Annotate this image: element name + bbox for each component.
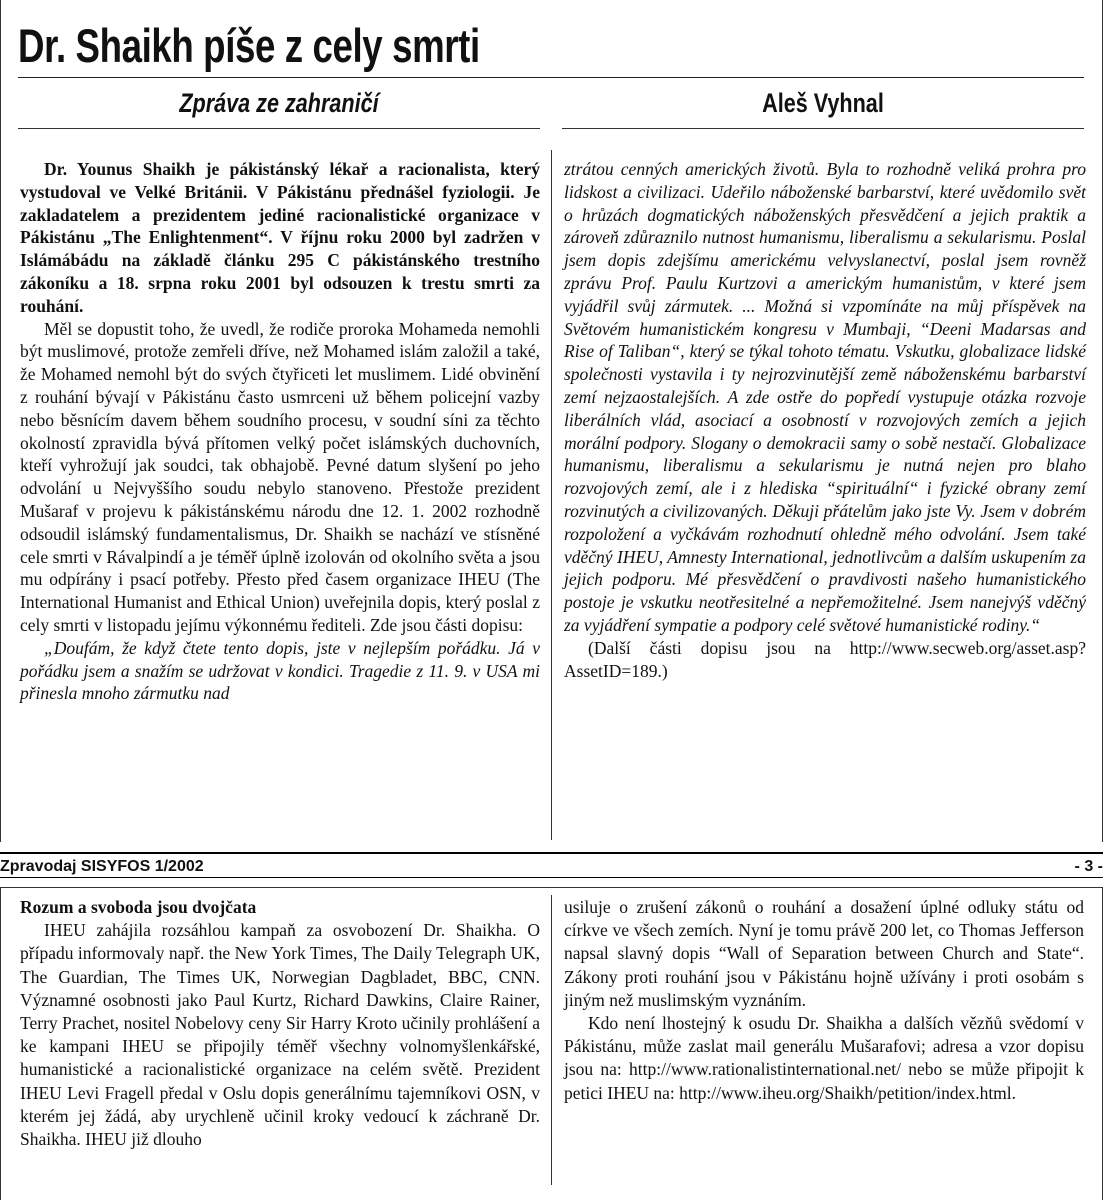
article-title: Dr. Shaikh píše z cely smrti bbox=[18, 19, 480, 72]
article-column-left bbox=[20, 158, 540, 705]
section-underline bbox=[18, 128, 540, 129]
publication-name: Zpravodaj SISYFOS 1/2002 bbox=[0, 858, 204, 875]
box-heading: Rozum a svoboda jsou dvojčata bbox=[20, 897, 257, 917]
author-underline bbox=[562, 128, 1084, 129]
box-paragraph-continued: usiluje o zrušení zákonů o rouhání a dosažení úplné odluky státu od církve ve všech zemích. Nyní je tomu právě 200 let, co Thomas Jefferson napsal slavný dopis “Wall of Separation between Church and State“. Zákony proti rouhání jsou v Pákistánu hojně užívány i proti osobám s jiným než muslimským vyznáním. bbox=[564, 897, 1084, 1010]
section-label: Zpráva ze zahraničí bbox=[179, 88, 379, 118]
left-border-rule bbox=[0, 0, 1, 842]
author-name: Aleš Vyhnal bbox=[762, 88, 884, 118]
letter-quote-continued: ztrátou cenných amerických životů. Byla to rozhodně veliká prohra pro lidskost a civilizaci. Udeřilo náboženské barbarství, které uvědomilo svět o hrůzách dogmatických náboženských přesvědčení a jejich praktik a zároveň zdůraznilo nutnost humanismu, liberalismu a sekularismu. Poslal jsem dopis zdejšímu americkému velvyslanectví, poslal jsem rovněž zprávu Prof. Paulu Kurtzovi a americkým humanistům, v které jsem vyjádřil svůj zármutek. ... Možná si vzpomínáte na můj příspěvek na Světovém humanistickém kongresu v Mumbaji, “Deeni Madarsas and Rise of Taliban“, který se týkal tohoto tématu. Vskutku, globalizace lidské společnosti vystavila i ty nejrozvinutější země náboženskému barbarství zemí nejzaostalejších. A zde ostře do popředí vystupuje otázka rozvoje liberálních vlád, asociací a osobností v rozvojových zemích a jejich morální podpory. Slogany o demokracii samy o sobě nestačí. Globalizace humanismu, liberalismu a sekularismu je nutná nejen pro blaho rozvojových zemí, ale i z hlediska “spirituální“ i fyzické obrany zemí rozvinutých a civilizovaných. Děkuji přátelům jako jste Vy. Jsem v dobrém rozpoložení a vyčkávám rozhodnutí ohledně mého odvolání. Jsem také vděčný IHEU, Amnesty International, jednotlivcům a dalším uskupením za jejich podporu. Mé přesvědčení o pravdivosti našeho humanistického postoje je vskutku neotřesitelné a nepřemožitelné. Jsem nanejvýš vděčný za vyjádření sympatie a podpory celé světové humanistické rodiny.“ bbox=[564, 159, 1086, 635]
letter-quote-start: „Doufám, že když čtete tento dopis, jste v nejlepším pořádku. Já v pořádku jsem a snažím se udržovat v kondici. Tragedie z 11. 9. v USA mi přinesla mnoho zármutku nad bbox=[20, 637, 540, 704]
article-column-right bbox=[564, 158, 1086, 682]
box-column-left bbox=[20, 896, 540, 1151]
body-paragraph: Měl se dopustit toho, že uvedl, že rodiče proroka Mohameda nemohli být muslimové, protože zemřeli dříve, než Mohamed islám založil a také, že Mohamed nemohl být do svých čtyřiceti let muslimem. Lidé obvinění z rouhání bývají v Pákistánu často usmrceni už během policejní vazby nebo běsnícím davem během soudního procesu, v soudní síni za těchto okolností zpravidla bývá přítomen velký počet islámských duchovních, kteří vyhrožují jak soudci, tak obhajobě. Pevné datum slyšení po jeho odvolání u Nejvyššího soudu nebylo stanoveno. Přestože prezident Mušaraf v projevu k pákistánskému národu dne 12. 1. 2002 rozhodně odsoudil islámský fundamentalismus, Dr. Shaikh se nachází ve stísněné cele smrti v Rávalpindí a je téměř úplně izolován od okolního světa a jsou mu odpírány i psací potřeby. Přesto před časem organizace IHEU (The International Humanist and Ethical Union) uveřejnila dopis, který poslal z cely smrti v listopadu jejímu výkonnému řediteli. Zde jsou části dopisu: bbox=[20, 318, 540, 635]
column-divider bbox=[551, 150, 552, 840]
box-column-divider bbox=[551, 895, 552, 1185]
box-column-right bbox=[564, 896, 1084, 1105]
page-number: - 3 - bbox=[1074, 858, 1103, 875]
lead-paragraph: Dr. Younus Shaikh je pákistánský lékař a racionalista, který vystudoval ve Velké Británii. V Pákistánu přednášel fyziologii. Je zakladatelem a prezidentem jediné racionalistické organizace v Pákistánu „The Enlightenment“. V říjnu roku 2000 byl zadržen v Islámábádu na základě článku 295 C pákistánského trestního zákoníku a 18. srpna roku 2001 byl odsouzen k trestu smrti za rouhání. bbox=[20, 159, 540, 316]
title-underline bbox=[18, 77, 1084, 78]
box-paragraph: IHEU zahájila rozsáhlou kampaň za osvobození Dr. Shaikha. O případu informovaly např. the New York Times, The Daily Telegraph UK, The Guardian, The Times UK, Norwegian Dagbladet, BBC, CNN. Významné osobnosti jako Paul Kurtz, Richard Dawkins, Claire Rainer, Terry Prachet, nositel Nobelovy ceny Sir Harry Kroto učinily prohlášení a ke kampani IHEU se připojily téměř všechny volnomyšlenkářské, humanistické a racionalistické organizace na celém světě. Prezident IHEU Levi Fragell předal v Oslu dopis generálnímu tajemníkovi OSN, v kterém jej žádá, aby urychleně učinil kroky vedoucí k záchraně Dr. Shaikha. IHEU již dlouho bbox=[20, 920, 540, 1150]
source-note: (Další části dopisu jsou na http://www.secweb.org/asset.asp?AssetID=189.) bbox=[564, 637, 1086, 681]
box-paragraph-contact: Kdo není lhostejný k osudu Dr. Shaikha a dalších vězňů svědomí v Pákistánu, může zaslat mail generálu Mušarafovi; adresa a vzor dopisu jsou na: http://www.rationalistinternational.net/ nebo se může připojit k petici IHEU na: http://www.iheu.org/Shaikh/petition/index.html. bbox=[564, 1013, 1084, 1103]
page-footer bbox=[0, 852, 1103, 878]
